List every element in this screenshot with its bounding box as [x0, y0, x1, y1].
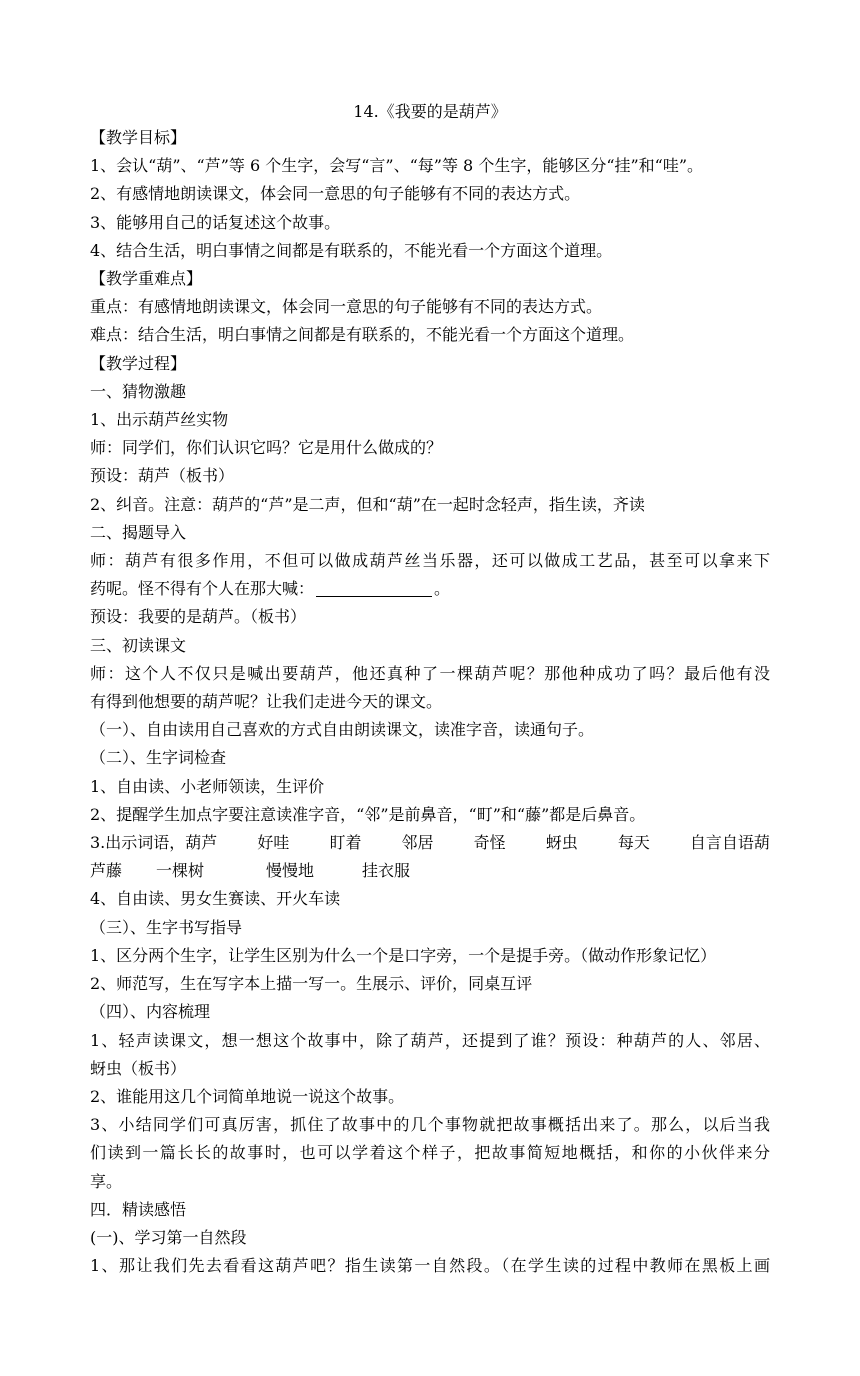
step-2-heading: 二、揭题导入 — [90, 522, 187, 542]
vocab-word: 蚜虫 — [545, 833, 578, 853]
objective-1: 1、会认“葫”、“芦”等 6 个生字，会写“言”、“每”等 8 个生字，能够区分“挂”和“哇”。 — [90, 156, 704, 176]
heading-key-points: 【教学重难点】 — [90, 269, 203, 289]
summary-line-3: 享。 — [90, 1171, 123, 1191]
preset-answer: 预设：葫芦（板书） — [90, 466, 235, 486]
sub-step-2-item-4: 4、自由读、男女生赛读、开火车读 — [90, 889, 341, 909]
vocab-word: 好哇 — [257, 833, 290, 853]
sort-line-2: 蚜虫（板书） — [90, 1058, 187, 1078]
teacher-question: 师：同学们，你们认识它吗？它是用什么做成的？ — [90, 438, 443, 458]
summary-line-2: 们读到一篇长长的故事时，也可以学着这个样子，把故事简短地概括，和你的小伙伴来分 — [90, 1143, 770, 1163]
intro-line-2 — [90, 575, 770, 603]
sort-line-1: 1、轻声读课文，想一想这个故事中，除了葫芦，还提到了谁？预设：种葫芦的人、邻居、 — [90, 1030, 770, 1050]
summary-line-1: 3、小结同学们可真厉害，抓住了故事中的几个事物就把故事概括出来了。那么，以后当我 — [90, 1115, 770, 1135]
vocab-word: 自言自语葫 — [689, 833, 770, 853]
section-objectives — [90, 124, 770, 1280]
sub-step-1: （一）、自由读用自己喜欢的方式自由朗读课文，读准字音，读通句子。 — [90, 720, 595, 740]
sub-step-3: （三）、生字书写指导 — [90, 917, 243, 937]
vocab-word: 慢慢地 — [266, 861, 315, 881]
sub-step-3-item-2: 2、师范写，生在写字本上描一写一。生展示、评价，同桌互评 — [90, 974, 533, 994]
vocab-line-2 — [90, 857, 770, 885]
document-title: 14.《我要的是葫芦》 — [353, 102, 507, 121]
read-line-1: 师：这个人不仅只是喊出要葫芦，他还真种了一棵葫芦呢？那他种成功了吗？最后他有没 — [90, 663, 770, 683]
read-line-2: 有得到他想要的葫芦呢？让我们走进今天的课文。 — [90, 692, 443, 712]
vocab-word: 芦藤 — [90, 861, 123, 881]
step-1-heading: 一、猜物激趣 — [90, 381, 187, 401]
intro-line-1: 师：葫芦有很多作用，不但可以做成葫芦丝当乐器，还可以做成工艺品，甚至可以拿来下 — [90, 551, 770, 571]
vocab-word: 盯着 — [329, 833, 362, 853]
heading-objectives: 【教学目标】 — [90, 128, 187, 147]
sub-step-2-item-2: 2、提醒学生加点字要注意读准字音，“邻”是前鼻音，“町”和“藤”都是后鼻音。 — [90, 804, 646, 824]
step-1-item-2: 2、纠音。注意：葫芦的“芦”是二声，但和“葫”在一起时念轻声，指生读，齐读 — [90, 494, 645, 514]
sub-step-2-item-1: 1、自由读、小老师领读，生评价 — [90, 776, 325, 796]
key-point: 重点：有感情地朗读课文，体会同一意思的句子能够有不同的表达方式。 — [90, 297, 603, 317]
vocab-word: 每天 — [617, 833, 650, 853]
vocab-word: 挂衣服 — [362, 861, 411, 881]
step-4-sub-1: (一)、学习第一自然段 — [90, 1227, 247, 1247]
objective-2: 2、有感情地朗读课文，体会同一意思的句子能够有不同的表达方式。 — [90, 184, 581, 204]
vocab-word: 奇怪 — [473, 833, 506, 853]
document-page — [90, 99, 770, 1280]
objective-3: 3、能够用自己的话复述这个故事。 — [90, 212, 341, 232]
difficult-point: 难点：结合生活，明白事情之间都是有联系的，不能光看一个方面这个道理。 — [90, 325, 635, 345]
step-3-heading: 三、初读课文 — [90, 635, 187, 655]
vocab-word: 邻居 — [401, 833, 434, 853]
objective-4: 4、结合生活，明白事情之间都是有联系的，不能光看一个方面这个道理。 — [90, 240, 613, 260]
intro-line-2-text: 药呢。怪不得有个人在那大喊： — [90, 579, 315, 599]
vocab-line-1 — [90, 829, 770, 857]
last-line: 1、那让我们先去看看这葫芦吧？指生读第一自然段。（在学生读的过程中教师在黑板上画 — [90, 1256, 770, 1276]
preset-answer-2: 预设：我要的是葫芦。（板书） — [90, 607, 307, 627]
sub-step-4: （四）、内容梳理 — [90, 1002, 211, 1022]
vocab-word: 3.出示词语，葫芦 — [90, 833, 218, 853]
fill-in-blank — [316, 580, 432, 597]
intro-line-2-end: 。 — [434, 579, 451, 599]
step-4-heading: 四．精读感悟 — [90, 1199, 187, 1219]
step-1-item-1: 1、出示葫芦丝实物 — [90, 410, 229, 430]
vocab-word: 一棵树 — [156, 861, 205, 881]
heading-process: 【教学过程】 — [90, 353, 187, 373]
retell-line: 2、谁能用这几个词简单地说一说这个故事。 — [90, 1086, 405, 1106]
sub-step-2: （二）、生字词检查 — [90, 748, 227, 768]
sub-step-3-item-1: 1、区分两个生字，让学生区别为什么一个是口字旁，一个是提手旁。（做动作形象记忆） — [90, 945, 717, 965]
